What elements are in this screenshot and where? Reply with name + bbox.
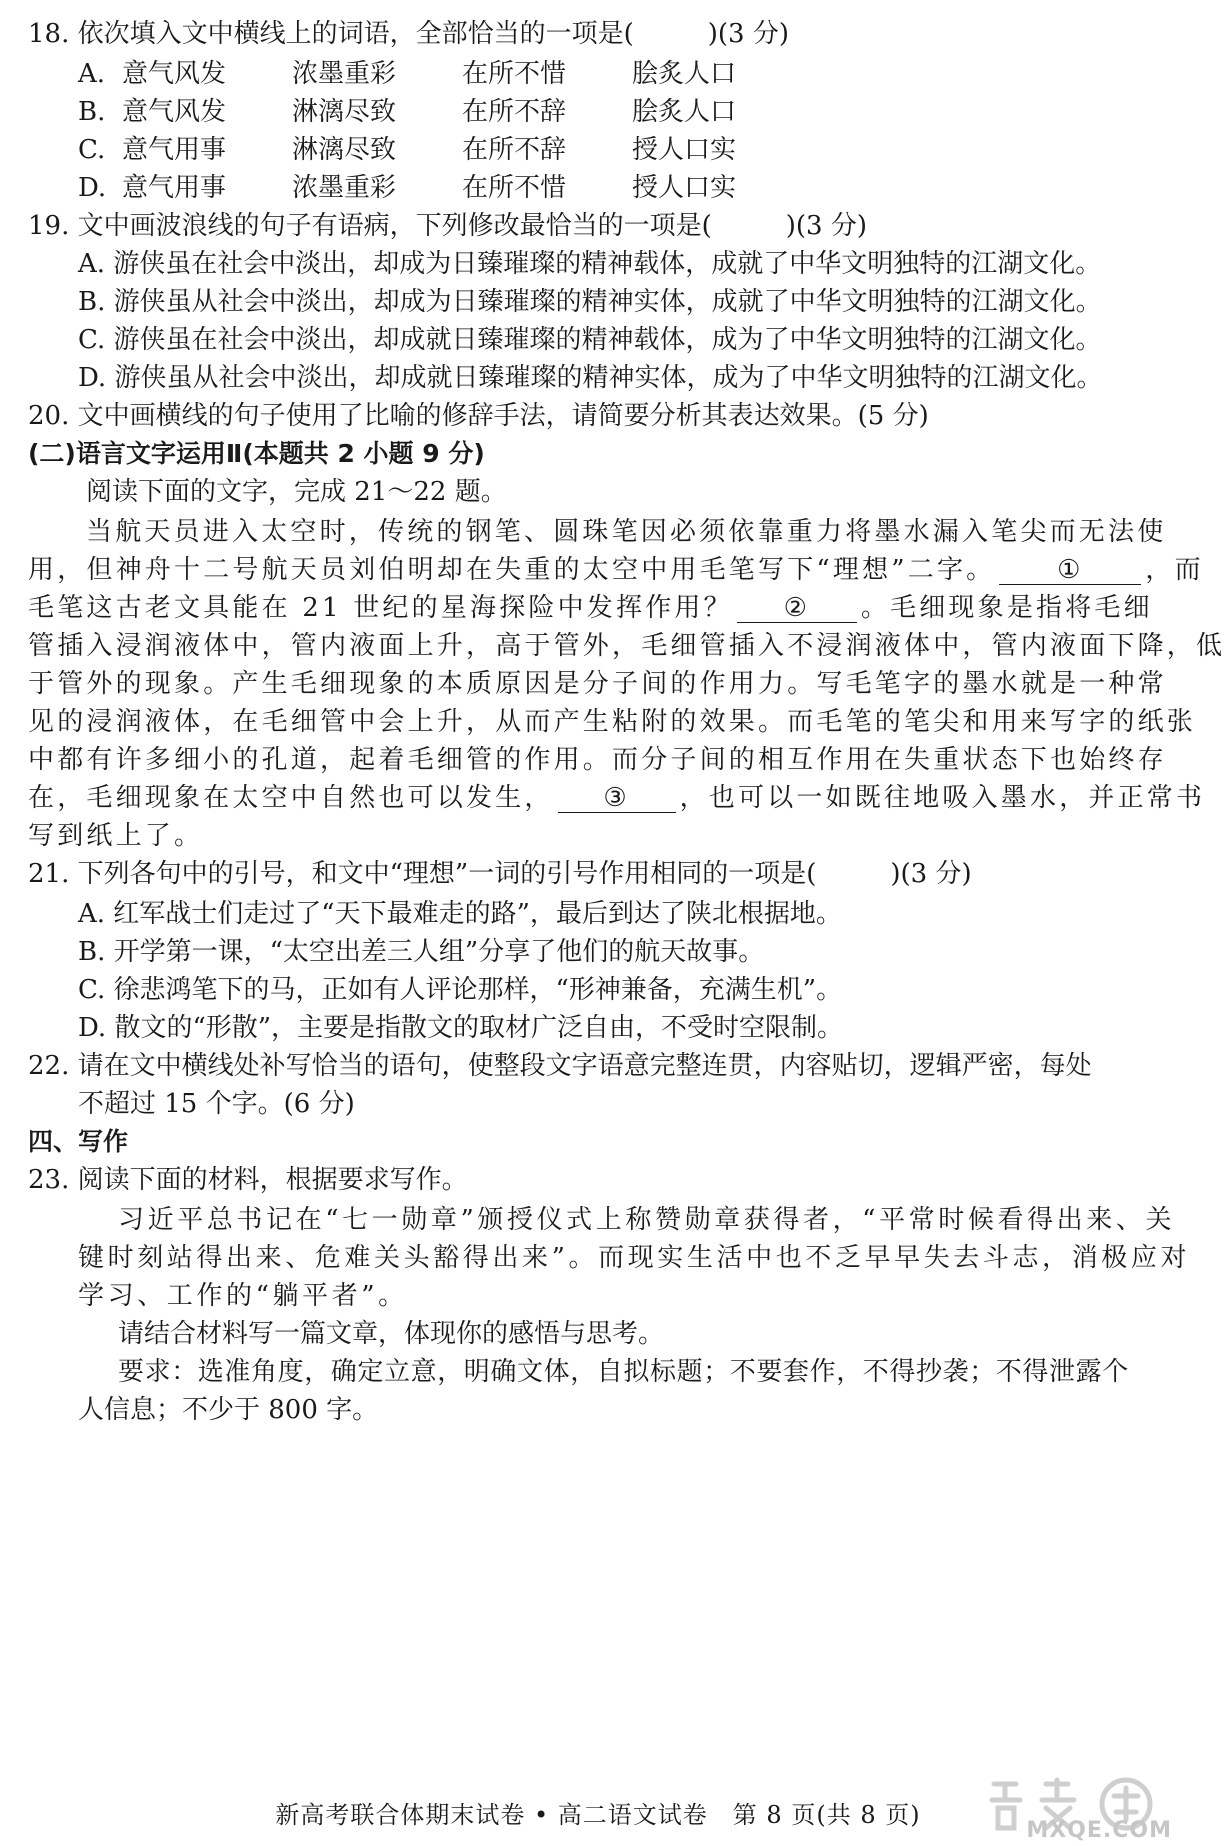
blank-3: ③ xyxy=(558,784,676,813)
q21-stem-text: 21. 下列各句中的引号，和文中“理想”一词的引号作用相同的一项是( xyxy=(28,859,817,889)
writing-requirements-line-1: 要求：选准角度，确定立意，明确文体，自拟标题；不要套作，不得抄袭；不得泄露个 xyxy=(118,1357,1129,1387)
option-label: D. xyxy=(78,173,107,203)
option-label: C. xyxy=(78,135,106,165)
q22-stem-line-2: 不超过 15 个字。(6 分) xyxy=(78,1089,355,1119)
q19-score: )(3 分) xyxy=(785,211,868,241)
q18-stem xyxy=(28,16,789,52)
passage-line-9: 写到纸上了。 xyxy=(28,821,204,851)
option-word: 授人口实 xyxy=(632,135,737,165)
passage-line-3 xyxy=(28,590,1153,626)
option-word: 脍炙人口 xyxy=(632,59,737,89)
passage-text: ，而 xyxy=(1145,555,1204,585)
passage-text: 。毛细现象是指将毛细 xyxy=(860,593,1153,623)
q18-score: )(3 分) xyxy=(707,19,790,49)
option-word: 浓墨重彩 xyxy=(292,59,397,89)
option-word: 在所不辞 xyxy=(462,135,567,165)
passage-line-4: 管插入浸润液体中，管内液面上升，高于管外，毛细管插入不浸润液体中，管内液面下降，低 xyxy=(28,631,1225,661)
section-2-title: (二)语言文字运用Ⅱ(本题共 2 小题 9 分) xyxy=(28,439,485,468)
passage-line-6: 见的浸润液体，在毛细管中会上升，从而产生粘附的效果。而毛笔的笔尖和用来写字的纸张 xyxy=(28,707,1197,737)
blank-2: ② xyxy=(737,594,857,623)
q21-option-c: C. 徐悲鸿笔下的马，正如有人评论那样，“形神兼备，充满生机”。 xyxy=(78,975,843,1005)
passage-text: 用，但神舟十二号航天员刘伯明却在失重的太空中用毛笔写下“理想”二字。 xyxy=(28,555,996,585)
passage-text: 毛笔这古老文具能在 21 世纪的星海探险中发挥作用？ xyxy=(28,593,733,623)
material-line-2: 键时刻站得出来、危难关头豁得出来”。而现实生活中也不乏早早失去斗志，消极应对 xyxy=(78,1243,1191,1273)
passage-text: 在，毛细现象在太空中自然也可以发生， xyxy=(28,783,554,813)
q18-option-b xyxy=(78,94,802,130)
material-line-1: 习近平总书记在“七一勋章”颁授仪式上称赞勋章获得者，“平常时候看得出来、关 xyxy=(118,1205,1176,1235)
option-word: 意气风发 xyxy=(122,59,227,89)
option-word: 意气用事 xyxy=(122,135,227,165)
passage-line-2 xyxy=(28,552,1204,588)
option-word: 浓墨重彩 xyxy=(292,173,397,203)
material-line-3: 学习、工作的“躺平者”。 xyxy=(78,1281,408,1311)
q18-option-c xyxy=(78,132,802,168)
option-word: 授人口实 xyxy=(632,173,737,203)
option-word: 淋漓尽致 xyxy=(292,97,397,127)
writing-task: 请结合材料写一篇文章，体现你的感悟与思考。 xyxy=(118,1319,665,1349)
blank-1: ① xyxy=(999,556,1141,585)
passage-line-7: 中都有许多细小的孔道，起着毛细管的作用。而分子间的相互作用在失重状态下也始终存 xyxy=(28,745,1167,775)
option-word: 在所不惜 xyxy=(462,173,567,203)
passage-line-1: 当航天员进入太空时，传统的钢笔、圆珠笔因必须依靠重力将墨水漏入笔尖而无法使 xyxy=(86,517,1167,547)
passage-line-8 xyxy=(28,780,1205,816)
writing-requirements-line-2: 人信息；不少于 800 字。 xyxy=(78,1395,379,1425)
q19-stem-text: 19. 文中画波浪线的句子有语病，下列修改最恰当的一项是( xyxy=(28,211,712,241)
option-word: 意气风发 xyxy=(122,97,227,127)
passage-text: ，也可以一如既往地吸入墨水，并正常书 xyxy=(679,783,1206,813)
watermark-site-text: MXQE.COM xyxy=(1026,1818,1172,1843)
option-label: A. xyxy=(78,59,106,89)
q19-stem xyxy=(28,208,867,244)
q19-option-a: A. 游侠虽在社会中淡出，却成为日臻璀璨的精神载体，成就了中华文明独特的江湖文化。 xyxy=(78,249,1102,279)
page-footer: 新高考联合体期末试卷 • 高二语文试卷 第 8 页(共 8 页) xyxy=(275,1801,921,1829)
q18-option-a xyxy=(78,56,802,92)
q21-option-d: D. 散文的“形散”，主要是指散文的取材广泛自由，不受时空限制。 xyxy=(78,1013,844,1043)
section-4-title: 四、写作 xyxy=(28,1127,129,1156)
option-word: 脍炙人口 xyxy=(632,97,737,127)
q19-option-c: C. 游侠虽在社会中淡出，却成就日臻璀璨的精神载体，成为了中华文明独特的江湖文化。 xyxy=(78,325,1102,355)
q19-option-d: D. 游侠虽从社会中淡出，却成就日臻璀璨的精神实体，成为了中华文明独特的江湖文化。 xyxy=(78,363,1103,393)
q19-option-b: B. 游侠虽从社会中淡出，却成为日臻璀璨的精神实体，成就了中华文明独特的江湖文化。 xyxy=(78,287,1102,317)
option-label: B. xyxy=(78,97,106,127)
q18-option-d xyxy=(78,170,802,206)
option-word: 在所不辞 xyxy=(462,97,567,127)
q23-stem: 23. 阅读下面的材料，根据要求写作。 xyxy=(28,1165,468,1195)
passage-line-5: 于管外的现象。产生毛细现象的本质原因是分子间的作用力。写毛笔字的墨水就是一种常 xyxy=(28,669,1167,699)
q18-stem-text: 18. 依次填入文中横线上的词语，全部恰当的一项是( xyxy=(28,19,634,49)
q20-stem: 20. 文中画横线的句子使用了比喻的修辞手法，请简要分析其表达效果。(5 分) xyxy=(28,401,929,431)
q21-score: )(3 分) xyxy=(890,859,972,889)
q21-option-a: A. 红军战士们走过了“天下最难走的路”，最后到达了陕北根据地。 xyxy=(78,899,842,929)
option-word: 在所不惜 xyxy=(462,59,567,89)
q22-stem-line-1: 22. 请在文中横线处补写恰当的语句，使整段文字语意完整连贯，内容贴切，逻辑严密，每处 xyxy=(28,1051,1092,1081)
option-word: 淋漓尽致 xyxy=(292,135,397,165)
q21-stem xyxy=(28,856,972,892)
reading-instruction: 阅读下面的文字，完成 21～22 题。 xyxy=(86,477,507,507)
option-word: 意气用事 xyxy=(122,173,227,203)
q21-option-b: B. 开学第一课，“太空出差三人组”分享了他们的航天故事。 xyxy=(78,937,765,967)
